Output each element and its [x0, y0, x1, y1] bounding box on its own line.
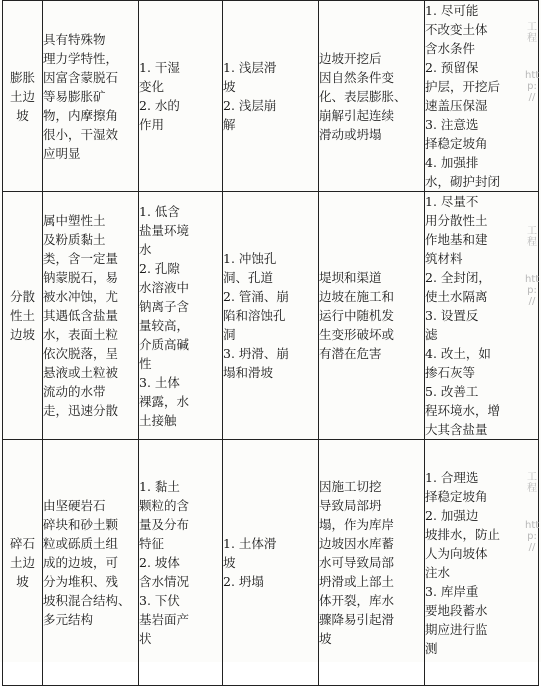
watermark-text: htt p: // [525, 70, 540, 103]
failure-forms-cell: 1. 冲蚀孔 洞、孔道 2. 管涌、崩 陷和溶蚀孔 洞 3. 坍滑、崩 塌和滑坡 [223, 192, 319, 440]
prevention-cell: 1. 尽可能 不改变土体 含水条件 2. 预留保 护层，开挖后 速盖压保湿 3. 注意选 择稳定坡角 4. 加强排 水，砌护封闭 [425, 1, 539, 192]
watermark-text: 工 程 [527, 22, 537, 44]
prevention-cell: 1. 合理选 择稳定坡角 2. 加强边 坡排水，防止 人为向坡体 注水 3. 库岸重 要地段蓄水 期应进行监 测 [425, 440, 539, 686]
watermark-text: htt p: // [525, 520, 540, 553]
conditions-cell: 边坡开挖后 因自然条件变 化、表层膨胀、 崩解引起连续 滑动或坍塌 [319, 1, 425, 192]
watermark-text: htt p: // [525, 274, 540, 307]
watermark-text: 工 程 [527, 472, 537, 494]
failure-forms-cell: 1. 土体滑 坡 2. 坍塌 [223, 440, 319, 686]
conditions-cell: 堤坝和渠道 边坡在施工和 运行中随机发 生变形破坏或 有潜在危害 [319, 192, 425, 440]
characteristics-cell: 具有特殊物 理力学特性， 因富含蒙脱石 等易膨胀矿 物，内摩擦角 很小，干湿效 应明显 [43, 1, 139, 192]
causes-cell: 1. 干湿 变化 2. 水的 作用 [139, 1, 223, 192]
conditions-cell: 因施工切挖 导致局部坍 塌，作为库岸 边坡因水库蓄 水可导致局部 坍滑或上部土 体开裂，库水 骤降易引起滑 坡 [319, 440, 425, 686]
table-row-gravel-soil [3, 440, 539, 686]
failure-forms-cell: 1. 浅层滑 坡 2. 浅层崩 解 [223, 1, 319, 192]
characteristics-cell: 由坚硬岩石 碎块和砂土颗 粒或砾质土组 成的边坡，可 分为堆积、残 坡积混合结构、 多元结构 [43, 440, 139, 686]
watermark-text: 工 程 [527, 226, 537, 248]
table-row-dispersive-soil [3, 192, 539, 440]
slope-type-cell: 膨胀 土边 坡 [3, 1, 43, 192]
causes-cell: 1. 黏土 颗粒的含 量及分布 特征 2. 坡体 含水情况 3. 下伏 基岩面产 状 [139, 440, 223, 686]
prevention-cell: 1. 尽量不 用分散性土 作地基和建 筑材料 2. 全封闭， 使土水隔离 3. 设置反 滤 4. 改土，如 掺石灰等 5. 改善工 程环境水，增 大其含盐量 [425, 192, 539, 440]
characteristics-cell: 属中塑性土 及粉质黏土 类，含一定量 钠蒙脱石，易 被水冲蚀，尤 其遇低含盐量 水，表面土粒 依次脱落，呈 悬液或土粒被 流动的水带 走，迅速分散 [43, 192, 139, 440]
slope-types-table [2, 0, 539, 686]
causes-cell: 1. 低含 盐量环境 水 2. 孔隙 水溶液中 钠离子含 量较高， 介质高碱 性 3. 土体 裸露，水 土接触 [139, 192, 223, 440]
slope-type-cell: 碎石 土边 坡 [3, 440, 43, 686]
slope-type-cell: 分散 性土 边坡 [3, 192, 43, 440]
table-row-expansive-soil [3, 1, 539, 192]
